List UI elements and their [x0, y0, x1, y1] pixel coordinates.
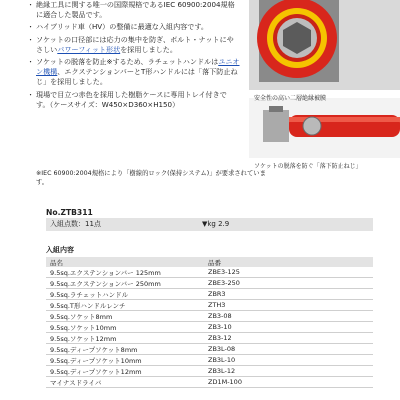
power-fit-link[interactable]: パワーフィット形状	[57, 44, 121, 54]
table-row	[46, 311, 373, 322]
item-name: マイナスドライバ	[46, 377, 204, 388]
union-link[interactable]: ユニオン機構	[36, 57, 240, 77]
item-code: ZB3L-10	[204, 355, 373, 366]
item-name: 9.5sq.ディープソケット10mm	[46, 355, 204, 366]
feature-iec: ・ 絶縁工具に関する唯一の国際規格であるIEC 60900:2004規格に適合した製品です。	[28, 0, 240, 20]
contents-table	[46, 257, 373, 388]
table-row	[46, 333, 373, 344]
feature-case: ・ 現場で目立つ赤色を採用した樹脂ケースに専用トレイ付きです。（ケースサイズ：W450×D360×H150）	[28, 90, 240, 110]
piece-count: 入組点数：11点	[50, 220, 101, 228]
item-name: 9.5sq.ソケット8mm	[46, 311, 204, 322]
table-row	[46, 322, 373, 333]
item-name: 9.5sq.ラチェットハンドル	[46, 289, 204, 300]
item-code: ZB3L-12	[204, 366, 373, 377]
feature-list	[28, 0, 240, 112]
weight: ▼kg 2.9	[202, 220, 230, 228]
table-row	[46, 344, 373, 355]
feature-hv: ・ ハイブリッド車（HV）の整備に最適な入組内容です。	[28, 22, 240, 32]
item-code: ZB3-08	[204, 311, 373, 322]
header-name: 品名	[46, 257, 204, 267]
table-row	[46, 355, 373, 366]
table-header-row	[46, 257, 373, 267]
spec-bar	[46, 218, 373, 231]
anti-drop-screw-icon	[303, 117, 321, 135]
model-number: No.ZTB311	[46, 208, 93, 217]
item-name: 9.5sq.T形ハンドルレンチ	[46, 300, 204, 311]
item-name: 9.5sq.ディープソケット12mm	[46, 366, 204, 377]
item-name: 9.5sq.エクステンションバー 250mm	[46, 278, 204, 289]
photo2-caption: ソケットの脱落を防ぐ「落下防止ねじ」	[254, 163, 362, 170]
item-name: 9.5sq.ソケット12mm	[46, 333, 204, 344]
item-code: ZTH3	[204, 300, 373, 311]
contents-title: 入組内容	[46, 246, 74, 254]
header-code: 品番	[204, 257, 373, 267]
item-name: 9.5sq.ディープソケット8mm	[46, 344, 204, 355]
item-code: ZB3-12	[204, 333, 373, 344]
item-code: ZB3L-08	[204, 344, 373, 355]
table-row	[46, 289, 373, 300]
feature-anti-drop: ・ ソケットの脱落を防止※するため、ラチェットハンドルはユニオン機構、エクステンションバーとT形ハンドルには「落下防止ねじ」を採用しました。	[28, 57, 240, 88]
product-photos	[249, 0, 400, 182]
item-code: ZBE3-125	[204, 267, 373, 278]
photo1-caption: 安全性の高い二層絶縁被膜	[254, 95, 327, 102]
footnote: ※IEC 60900:2004規格により「樹線的ロック(保持システム)」が要求されています。	[36, 170, 266, 186]
item-code: ZB3-10	[204, 322, 373, 333]
item-name: 9.5sq.エクステンションバー 125mm	[46, 267, 204, 278]
item-code: ZBE3-250	[204, 278, 373, 289]
ratchet-neck	[269, 106, 283, 112]
table-row	[46, 366, 373, 377]
feature-power-fit: ・ ソケットの口径部には応力の集中を防ぎ、ボルト・ナットにやさしいパワーフィット形状を採用しました。	[28, 35, 240, 55]
table-row	[46, 377, 373, 388]
ratchet-head	[263, 110, 289, 142]
table-row	[46, 267, 373, 278]
item-code: ZD1M-100	[204, 377, 373, 388]
item-code: ZBR3	[204, 289, 373, 300]
table-row	[46, 278, 373, 289]
item-name: 9.5sq.ソケット10mm	[46, 322, 204, 333]
table-row	[46, 300, 373, 311]
